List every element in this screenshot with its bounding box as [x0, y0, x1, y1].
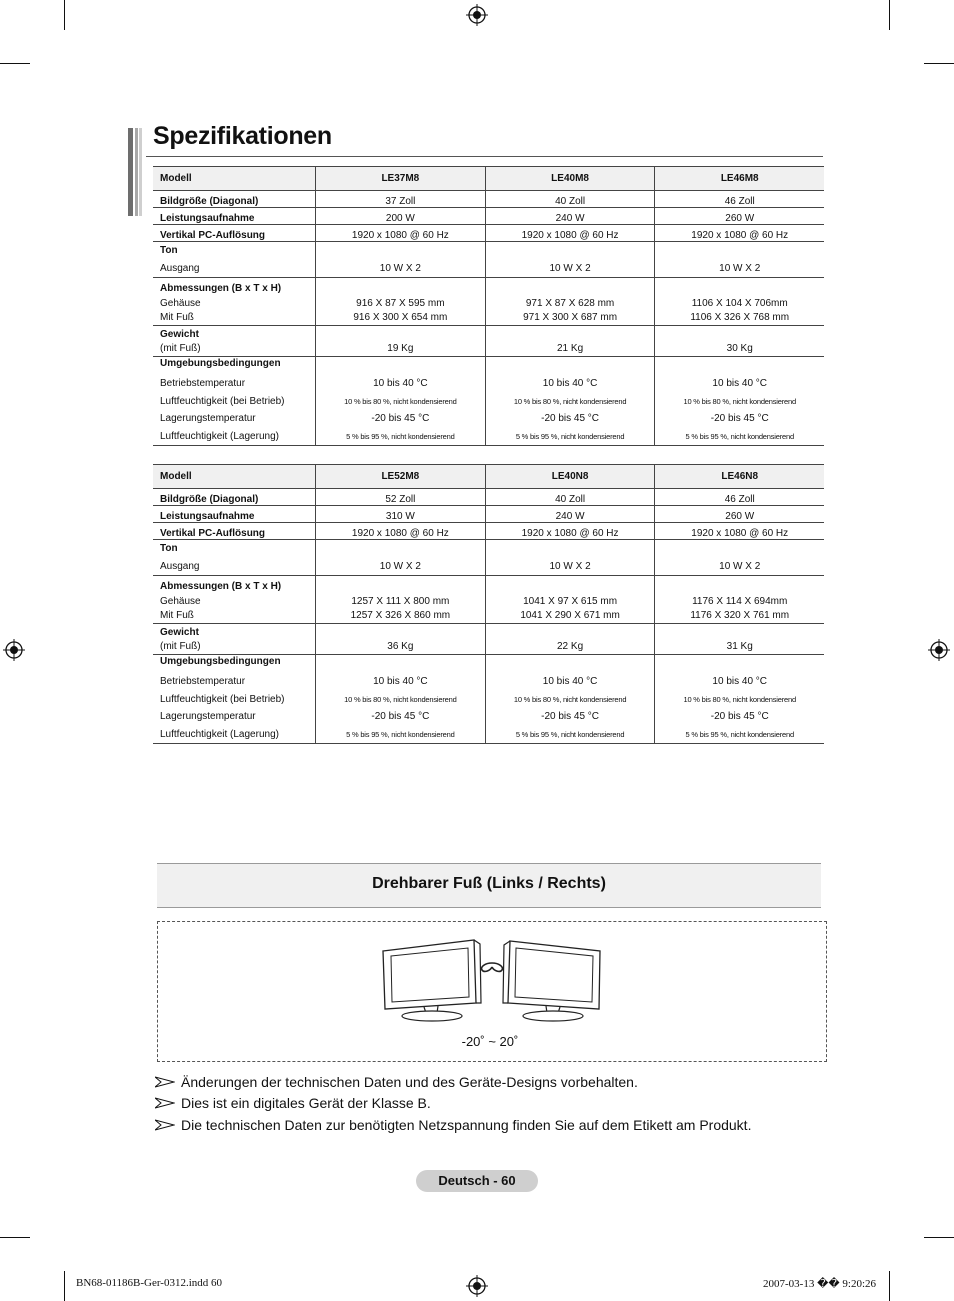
table-cell — [485, 326, 655, 357]
table-cell: 52 Zoll — [316, 489, 486, 506]
cell-value: 19 Kg — [387, 343, 414, 354]
table-cell — [485, 242, 655, 278]
table-row — [153, 624, 824, 655]
table-cell — [655, 576, 824, 624]
table-cell: 240 W — [485, 506, 655, 523]
row-label — [153, 326, 316, 357]
model-header: LE46N8 — [655, 465, 824, 489]
registration-mark-icon — [466, 4, 488, 26]
table-cell — [316, 242, 486, 278]
row-label: Bildgröße (Diagonal) — [153, 489, 316, 506]
table-cell: 240 W — [485, 208, 655, 225]
row-sub-label: (mit Fuß) — [160, 343, 201, 354]
table-cell — [655, 242, 824, 278]
table-row — [153, 208, 824, 225]
row-label: Leistungsaufnahme — [153, 506, 316, 523]
table-row — [153, 576, 824, 624]
row-label — [153, 624, 316, 655]
model-header: LE37M8 — [316, 167, 486, 191]
table-cell: 260 W — [655, 208, 824, 225]
cell-value: 10 % bis 80 %, nicht kondensierend — [683, 396, 796, 406]
table-header-row — [153, 465, 824, 489]
note-arrow-icon — [155, 1119, 175, 1131]
cell-value: 916 X 87 X 595 mm — [356, 298, 445, 309]
cell-value: 10 bis 40 °C — [712, 378, 768, 389]
row-group-label: Abmessungen (B x T x H) — [160, 580, 282, 592]
model-header: LE40N8 — [485, 465, 655, 489]
cell-value: 10 W X 2 — [719, 262, 761, 274]
crop-mark — [924, 63, 954, 64]
cell-value: -20 bis 45 °C — [710, 413, 769, 424]
cell-value: 5 % bis 95 %, nicht kondensierend — [346, 729, 455, 739]
note-text: Die technischen Daten zur benötigten Netzspannung finden Sie auf dem Etikett am Produkt. — [181, 1117, 752, 1133]
cell-value: 5 % bis 95 %, nicht kondensierend — [515, 729, 625, 739]
model-header: LE52M8 — [316, 465, 486, 489]
note-item — [155, 1074, 638, 1090]
spec-table — [153, 464, 824, 744]
row-sub-label: Ausgang — [160, 262, 200, 274]
model-header: LE46M8 — [655, 167, 824, 191]
cell-value: 10 W X 2 — [379, 262, 421, 274]
table-cell — [316, 540, 486, 576]
table-cell — [316, 655, 486, 744]
table-cell: 1920 x 1080 @ 60 Hz — [316, 523, 486, 540]
cell-value: 1106 X 104 X 706mm — [691, 298, 788, 309]
section-title: Drehbarer Fuß (Links / Rechts) — [372, 875, 606, 892]
row-sub-label: Gehäuse — [160, 298, 201, 309]
row-label: Bildgröße (Diagonal) — [153, 191, 316, 208]
cell-value: 10 bis 40 °C — [373, 378, 428, 389]
table-cell — [316, 357, 486, 446]
note-arrow-icon — [155, 1076, 175, 1088]
swivel-angle-label: -20˚ ~ 20˚ — [461, 1034, 519, 1049]
table-row — [153, 655, 824, 744]
table-cell: 40 Zoll — [485, 191, 655, 208]
cell-value: 5 % bis 95 %, nicht kondensierend — [346, 431, 455, 441]
cell-value: 5 % bis 95 %, nicht kondensierend — [685, 431, 794, 441]
crop-mark — [889, 0, 890, 30]
row-label — [153, 576, 316, 624]
cell-value: 10 % bis 80 %, nicht kondensierend — [344, 396, 457, 406]
cell-value: 10 W X 2 — [549, 560, 591, 572]
row-group-label: Gewicht — [160, 329, 199, 340]
crop-mark — [0, 1237, 30, 1238]
cell-value: 10 % bis 80 %, nicht kondensierend — [513, 694, 627, 704]
crop-mark — [0, 63, 30, 64]
table-cell — [485, 624, 655, 655]
row-group-label: Umgebungsbedingungen — [160, 656, 281, 667]
cell-value: 916 X 300 X 654 mm — [353, 312, 448, 323]
table-cell — [655, 624, 824, 655]
table-cell: 1920 x 1080 @ 60 Hz — [655, 523, 824, 540]
row-sub-label: Luftfeuchtigkeit (Lagerung) — [160, 728, 279, 740]
row-sub-label: Mit Fuß — [160, 610, 194, 621]
row-group-label: Ton — [160, 245, 178, 256]
row-sub-label: Betriebstemperatur — [160, 676, 246, 687]
table-cell: 37 Zoll — [316, 191, 486, 208]
table-row — [153, 326, 824, 357]
table-cell: 1920 x 1080 @ 60 Hz — [655, 225, 824, 242]
table-cell: 1920 x 1080 @ 60 Hz — [485, 523, 655, 540]
row-group-label: Ton — [160, 543, 178, 554]
table-cell — [316, 326, 486, 357]
table-cell — [655, 357, 824, 446]
cell-value: 10 bis 40 °C — [373, 676, 428, 687]
table-cell: 310 W — [316, 506, 486, 523]
table-row — [153, 357, 824, 446]
table-cell — [316, 624, 486, 655]
cell-value: -20 bis 45 °C — [710, 711, 769, 722]
column-header-label: Modell — [153, 167, 316, 191]
table-cell — [316, 576, 486, 624]
note-item — [155, 1095, 431, 1111]
row-sub-label: Gehäuse — [160, 596, 201, 607]
title-accent-bar — [128, 128, 142, 216]
cell-value: 1106 X 326 X 768 mm — [690, 312, 790, 323]
row-group-label: Abmessungen (B x T x H) — [160, 282, 282, 294]
crop-mark — [889, 1271, 890, 1301]
cell-value: 5 % bis 95 %, nicht kondensierend — [515, 431, 625, 441]
note-text: Dies ist ein digitales Gerät der Klasse B. — [181, 1095, 431, 1111]
spec-table — [153, 166, 824, 446]
cell-value: 10 bis 40 °C — [712, 676, 768, 687]
row-sub-label: Lagerungstemperatur — [160, 711, 256, 722]
cell-value: 36 Kg — [387, 641, 414, 652]
cell-value: -20 bis 45 °C — [541, 413, 600, 424]
row-sub-label: Betriebstemperatur — [160, 378, 246, 389]
row-label: Leistungsaufnahme — [153, 208, 316, 225]
registration-mark-icon — [3, 639, 25, 661]
cell-value: 1176 X 320 X 761 mm — [690, 610, 790, 621]
cell-value: 1257 X 111 X 800 mm — [351, 596, 450, 607]
cell-value: 971 X 87 X 628 mm — [525, 298, 615, 309]
cell-value: 1176 X 114 X 694mm — [692, 596, 788, 607]
table-header-row — [153, 167, 824, 191]
table-cell: 260 W — [655, 506, 824, 523]
page-number-badge: Deutsch - 60 — [416, 1170, 538, 1192]
registration-mark-icon — [928, 639, 950, 661]
row-sub-label: Ausgang — [160, 560, 200, 572]
table-row — [153, 225, 824, 242]
row-label — [153, 655, 316, 744]
cell-value: 10 bis 40 °C — [542, 676, 598, 687]
table-row — [153, 242, 824, 278]
cell-value: 10 W X 2 — [379, 560, 421, 572]
table-row — [153, 191, 824, 208]
row-sub-label: Luftfeuchtigkeit (Lagerung) — [160, 430, 279, 442]
row-group-label: Gewicht — [160, 627, 199, 638]
cell-value: 10 bis 40 °C — [542, 378, 598, 389]
table-cell — [485, 278, 655, 326]
crop-mark — [924, 1237, 954, 1238]
row-label — [153, 540, 316, 576]
row-label — [153, 278, 316, 326]
crop-mark — [64, 0, 65, 30]
table-row — [153, 489, 824, 506]
table-cell: 40 Zoll — [485, 489, 655, 506]
table-cell: 1920 x 1080 @ 60 Hz — [485, 225, 655, 242]
registration-mark-icon — [466, 1275, 488, 1297]
table-cell — [485, 576, 655, 624]
table-cell — [485, 540, 655, 576]
table-cell — [485, 357, 655, 446]
row-sub-label: Luftfeuchtigkeit (bei Betrieb) — [160, 395, 285, 407]
row-group-label: Umgebungsbedingungen — [160, 358, 281, 369]
cell-value: 31 Kg — [726, 641, 753, 652]
row-label — [153, 357, 316, 446]
cell-value: 10 W X 2 — [719, 560, 761, 572]
swivel-tv-illustration — [380, 937, 606, 1023]
table-row — [153, 506, 824, 523]
row-sub-label: Lagerungstemperatur — [160, 413, 256, 424]
cell-value: -20 bis 45 °C — [541, 711, 600, 722]
table-row — [153, 278, 824, 326]
table-cell: 46 Zoll — [655, 489, 824, 506]
page-title: Spezifikationen — [153, 122, 332, 150]
footer-file-name: BN68-01186B-Ger-0312.indd 60 — [76, 1277, 223, 1289]
model-header: LE40M8 — [485, 167, 655, 191]
table-cell: 200 W — [316, 208, 486, 225]
cell-value: -20 bis 45 °C — [371, 413, 430, 424]
table-cell — [655, 655, 824, 744]
crop-mark — [64, 1271, 65, 1301]
column-header-label: Modell — [153, 465, 316, 489]
cell-value: 21 Kg — [557, 343, 584, 354]
row-label — [153, 242, 316, 278]
footer-timestamp: 2007-03-13 �� 9:20:26 — [763, 1278, 876, 1290]
title-divider — [146, 156, 823, 157]
note-item — [155, 1117, 751, 1133]
cell-value: 5 % bis 95 %, nicht kondensierend — [685, 729, 794, 739]
cell-value: -20 bis 45 °C — [371, 711, 430, 722]
row-label: Vertikal PC-Auflösung — [153, 523, 316, 540]
row-sub-label: (mit Fuß) — [160, 641, 201, 652]
cell-value: 1257 X 326 X 860 mm — [350, 610, 451, 621]
cell-value: 22 Kg — [557, 641, 584, 652]
row-label: Vertikal PC-Auflösung — [153, 225, 316, 242]
note-arrow-icon — [155, 1097, 175, 1109]
table-cell: 1920 x 1080 @ 60 Hz — [316, 225, 486, 242]
table-cell — [316, 278, 486, 326]
table-cell — [485, 655, 655, 744]
table-cell — [655, 278, 824, 326]
table-cell — [655, 540, 824, 576]
table-row — [153, 540, 824, 576]
note-text: Änderungen der technischen Daten und des Geräte-Designs vorbehalten. — [181, 1074, 638, 1090]
cell-value: 10 % bis 80 %, nicht kondensierend — [344, 694, 457, 704]
cell-value: 10 % bis 80 %, nicht kondensierend — [683, 694, 796, 704]
cell-value: 1041 X 97 X 615 mm — [523, 596, 618, 607]
cell-value: 30 Kg — [726, 343, 753, 354]
table-cell — [655, 326, 824, 357]
cell-value: 971 X 300 X 687 mm — [523, 312, 618, 323]
cell-value: 1041 X 290 X 671 mm — [520, 610, 620, 621]
table-row — [153, 523, 824, 540]
cell-value: 10 W X 2 — [549, 262, 591, 274]
row-sub-label: Mit Fuß — [160, 312, 194, 323]
table-cell: 46 Zoll — [655, 191, 824, 208]
row-sub-label: Luftfeuchtigkeit (bei Betrieb) — [160, 693, 285, 705]
cell-value: 10 % bis 80 %, nicht kondensierend — [513, 396, 627, 406]
